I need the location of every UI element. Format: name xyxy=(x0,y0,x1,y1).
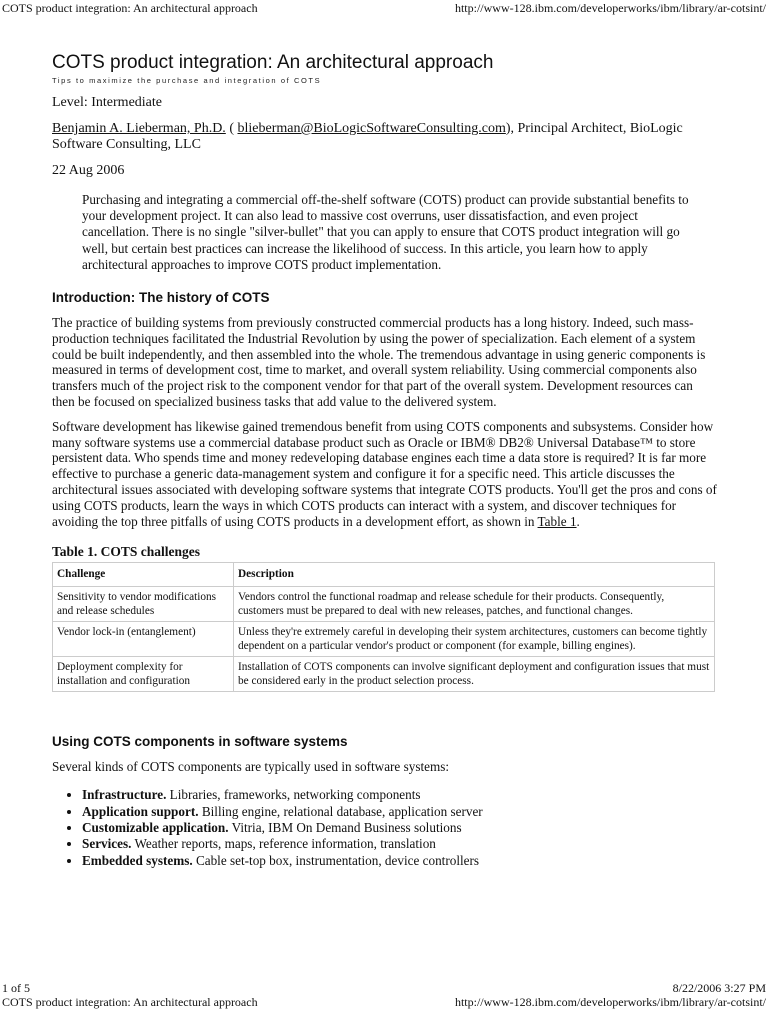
article-subtitle: Tips to maximize the purchase and integration of COTS xyxy=(52,76,322,85)
header-title: COTS product integration: An architectural approach xyxy=(2,1,258,15)
list-item xyxy=(82,853,718,869)
article-abstract: Purchasing and integrating a commercial off-the-shelf software (COTS) product can provide substantial benefits to your development project. It can also lead to massive cost overruns, user dissatisfaction, and even project cancellation. There is no single "silver-bullet" that you can apply to ensure that COTS product integration will go well, but certain best practices can increase the likelihood of success. In this article, you learn how to apply architectural approaches to improve COTS product implementation. xyxy=(82,192,689,272)
table-header-row xyxy=(53,563,715,587)
table-header-description: Description xyxy=(234,563,715,587)
footer-url: http://www-128.ibm.com/developerworks/ibm/library/ar-cotsint/ xyxy=(454,995,766,1009)
list-item-term: Customizable application. xyxy=(82,819,229,835)
author-line xyxy=(52,121,718,153)
using-intro: Several kinds of COTS components are typically used in software systems: xyxy=(52,759,450,775)
article-level: Level: Intermediate xyxy=(52,95,162,110)
page-count: 1 of 5 xyxy=(2,981,30,995)
list-item-text: Billing engine, relational database, application server xyxy=(198,803,483,819)
intro-paragraph-2 xyxy=(52,419,718,530)
table-header-challenge: Challenge xyxy=(53,563,234,587)
author-link[interactable]: Benjamin A. Lieberman, Ph.D. xyxy=(52,121,226,136)
intro-paragraph-2-end: . xyxy=(576,513,580,529)
table-row xyxy=(53,657,715,692)
table-1-link[interactable]: Table 1 xyxy=(537,513,577,529)
intro-heading: Introduction: The history of COTS xyxy=(52,290,270,306)
list-item xyxy=(82,836,718,852)
table-cell-challenge: Sensitivity to vendor modifications and release schedules xyxy=(53,587,234,622)
footer-title: COTS product integration: An architectural approach xyxy=(2,995,258,1009)
author-paren: ( xyxy=(225,121,238,136)
list-item-term: Embedded systems. xyxy=(82,852,193,868)
table-caption: Table 1. COTS challenges xyxy=(52,544,201,560)
list-item-term: Services. xyxy=(82,836,132,852)
header-url: http://www-128.ibm.com/developerworks/ibm/library/ar-cotsint/ xyxy=(454,1,766,15)
article-date: 22 Aug 2006 xyxy=(52,163,125,178)
list-item-text: Cable set-top box, instrumentation, device controllers xyxy=(192,852,480,868)
table-row xyxy=(53,622,715,657)
intro-paragraph-1: The practice of building systems from previously constructed commercial products has a long history. Indeed, such mass-production techniques facilitated the Industrial Revolution by using the power of specialization. Each element of a system could be built independently, and then assembled into the whole. The tremendous advantage in using generic components is measured in terms of development cost, time to market, and overall system reliability. Using commercial components also transfers much of the project risk to the component vendor for that part of the overall system. Development resources can then be focused on specialized business tasks that add value to the delivered system. xyxy=(52,315,706,409)
author-role: ), Principal Architect, BioLogic Software Consulting, LLC xyxy=(52,121,683,152)
table-cell-description: Installation of COTS components can involve significant deployment and configuration issues that must be considered early in the product selection process. xyxy=(234,657,715,692)
list-item-term: Application support. xyxy=(82,803,199,819)
list-item-term: Infrastructure. xyxy=(82,787,167,803)
table-cell-challenge: Vendor lock-in (entanglement) xyxy=(53,622,234,657)
print-timestamp: 8/22/2006 3:27 PM xyxy=(672,981,766,995)
article-title: COTS product integration: An architectural approach xyxy=(52,52,494,73)
challenges-table xyxy=(52,562,715,692)
list-item-text: Libraries, frameworks, networking components xyxy=(166,787,421,803)
list-item xyxy=(82,804,718,820)
cots-kinds-list xyxy=(52,787,718,869)
list-item xyxy=(82,820,718,836)
list-item-text: Vitria, IBM On Demand Business solutions xyxy=(228,819,462,835)
intro-paragraph-2-text: Software development has likewise gained tremendous benefit from using COTS components and subsystems. Consider how many software systems use a commercial database product such as Oracle or IBM® DB2® Universal Database™ to store persistent data. Who spends time and money redeveloping database engines each time a data store is required? It is far more effective to purchase a generic data-management system and configure it for a specific need. This article discusses the architectural issues associated with developing software systems that integrate COTS products. You'll get the pros and cons of using COTS products, learn the ways in which COTS products can interact with a system, and discover techniques for avoiding the top three pitfalls of using COTS products in a development effort, as shown in xyxy=(52,418,717,529)
table-row xyxy=(53,587,715,622)
table-cell-challenge: Deployment complexity for installation and configuration xyxy=(53,657,234,692)
using-heading: Using COTS components in software systems xyxy=(52,734,348,750)
list-item-text: Weather reports, maps, reference information, translation xyxy=(131,836,436,852)
table-cell-description: Unless they're extremely careful in developing their system architectures, customers can become tightly dependent on a particular vendor's product or component (for example, billing engines). xyxy=(234,622,715,657)
list-item xyxy=(82,787,718,803)
table-cell-description: Vendors control the functional roadmap and release schedule for their products. Consequently, customers must be prepared to deal with new releases, patches, and functional changes. xyxy=(234,587,715,622)
author-email-link[interactable]: blieberman@BioLogicSoftwareConsulting.com xyxy=(237,121,506,136)
article xyxy=(52,52,718,869)
